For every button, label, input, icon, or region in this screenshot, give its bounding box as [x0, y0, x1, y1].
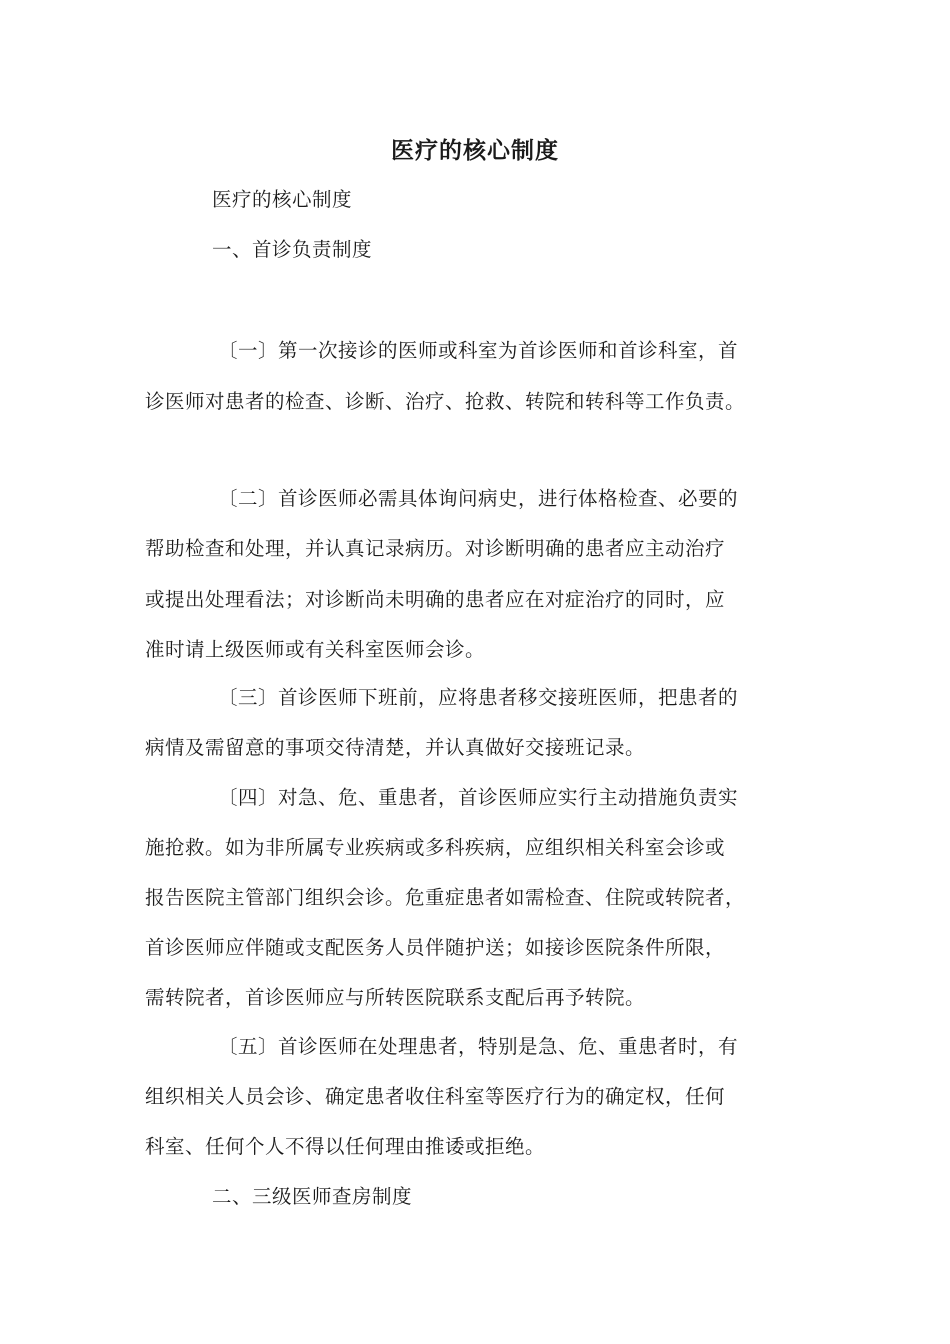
paragraph-line: 报告医院主管部门组织会诊。危重症患者如需检查、住院或转院者，	[145, 886, 746, 909]
paragraph-line: 准时请上级医师或有关科室医师会诊。	[145, 638, 486, 661]
paragraph-line: 〔五〕首诊医师在处理患者，特别是急、危、重患者时，有	[218, 1035, 739, 1058]
document-title: 医疗的核心制度	[391, 137, 559, 164]
paragraph-line: 施抢救。如为非所属专业疾病或多科疾病，应组织相关科室会诊或	[145, 836, 726, 859]
paragraph-line: 首诊医师应伴随或支配医务人员伴随护送；如接诊医院条件所限，	[145, 936, 726, 959]
paragraph-line: 科室、任何个人不得以任何理由推诿或拒绝。	[145, 1135, 546, 1158]
paragraph-line: 帮助检查和处理，并认真记录病历。对诊断明确的患者应主动治疗	[145, 537, 726, 560]
paragraph-line: 病情及需留意的事项交待清楚，并认真做好交接班记录。	[145, 736, 646, 759]
paragraph-line: 诊医师对患者的检查、诊断、治疗、抢救、转院和转科等工作负责。	[145, 390, 746, 413]
subtitle-line: 医疗的核心制度	[212, 188, 353, 211]
section-heading-1: 一、首诊负责制度	[212, 238, 373, 261]
paragraph-line: 需转院者，首诊医师应与所转医院联系支配后再予转院。	[145, 986, 646, 1009]
paragraph-line: 〔四〕对急、危、重患者，首诊医师应实行主动措施负责实	[218, 786, 739, 809]
paragraph-line: 〔二〕首诊医师必需具体询问病史，进行体格检查、必要的	[218, 487, 739, 510]
section-heading-2: 二、三级医师查房制度	[212, 1185, 413, 1208]
paragraph-line: 〔一〕第一次接诊的医师或科室为首诊医师和首诊科室，首	[218, 339, 739, 362]
paragraph-line: 〔三〕首诊医师下班前，应将患者移交接班医师，把患者的	[218, 686, 739, 709]
paragraph-line: 或提出处理看法；对诊断尚未明确的患者应在对症治疗的同时，应	[145, 588, 726, 611]
paragraph-line: 组织相关人员会诊、确定患者收住科室等医疗行为的确定权，任何	[145, 1085, 726, 1108]
